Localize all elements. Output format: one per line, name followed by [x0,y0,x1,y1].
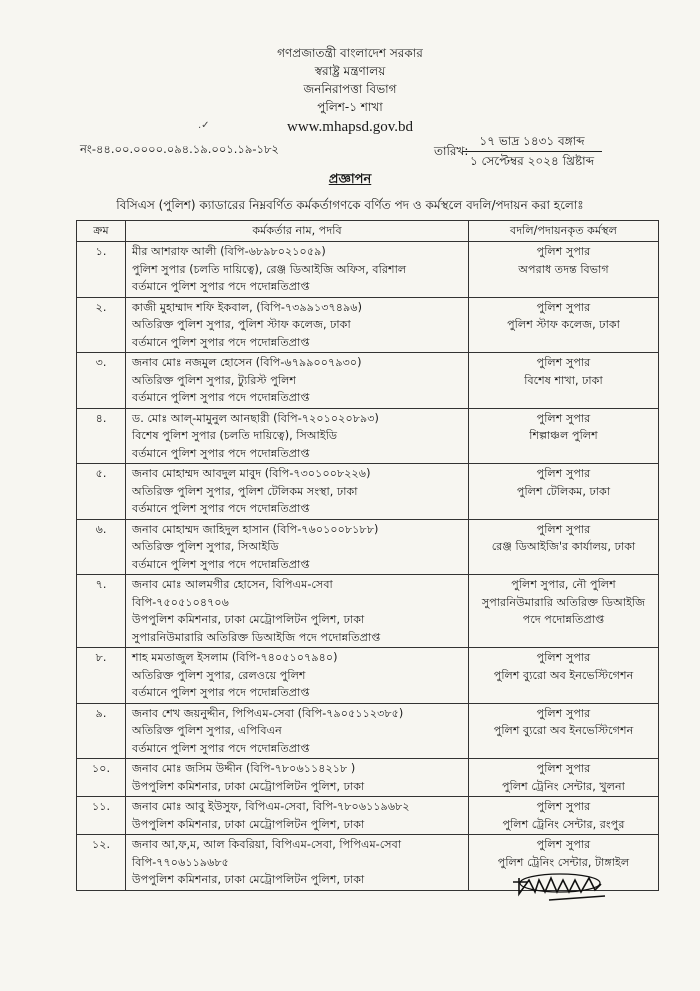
officer-line: উপপুলিশ কমিশনার, ঢাকা মেট্রোপলিটন পুলিশ, ঢাকা [132,873,365,886]
officer-line: বর্তমানে পুলিশ সুপার পদে পদোন্নতিপ্রাপ্ত [132,391,310,404]
officer-line: উপপুলিশ কমিশনার, ঢাকা মেট্রোপলিটন পুলিশ, ঢাকা [132,779,365,793]
officer-line: বর্তমানে পুলিশ সুপার পদে পদোন্নতিপ্রাপ্ত [132,446,310,460]
posting-line: বিশেষ শাখা, ঢাকা [524,373,603,387]
serial-cell: ৪. [77,408,126,464]
posting-line: অপরাধ তদন্ত বিভাগ [518,262,609,276]
officer-cell [126,648,469,704]
date-block [462,133,602,170]
posting-line: পুলিশ সুপার [536,411,591,425]
posting-line: পুলিশ সুপার [536,467,591,480]
table-row [77,703,659,759]
serial-cell: ২. [77,297,126,353]
table-row [77,464,659,520]
officer-line: সুপারনিউমারারি অতিরিক্ত ডিআইজি পদে পদোন্নতিপ্রাপ্ত [132,630,381,644]
posting-cell [469,575,659,648]
officer-cell [126,464,469,520]
table-row [77,297,659,353]
posting-line: পুলিশ স্টাফ কলেজ, ঢাকা [507,318,620,331]
posting-line: পুলিশ সুপার [536,651,591,664]
section-name: পুলিশ-১ শাখা [317,100,383,114]
posting-line: পুলিশ সুপার [536,800,591,813]
memo-number: নং-৪৪.০০.০০০০.০৯৪.১৯.০০১.১৯-১৮২ [80,142,279,156]
officer-line: অতিরিক্ত পুলিশ সুপার, সিআইডি [132,540,279,553]
table-row [77,648,659,704]
serial-cell: ৩. [77,353,126,409]
posting-line: পুলিশ ট্রেনিং সেন্টার, টাঙ্গাইল [497,855,630,869]
officer-line: বর্তমানে পুলিশ সুপার পদে পদোন্নতিপ্রাপ্ত [132,557,310,571]
serial-cell: ১১. [77,797,126,835]
officer-line: পুলিশ সুপার (চলতি দায়িত্বে), রেঞ্জ ডিআইজি অফিস, বরিশাল [132,262,407,276]
date-label: তারিখ: [434,144,469,158]
officer-line: বিশেষ পুলিশ সুপার (চলতি দায়িত্বে), সিআইডি [132,429,338,442]
posting-line: পুলিশ ব্যুরো অব ইনভেস্টিগেশন [493,668,634,682]
officer-line: বর্তমানে পুলিশ সুপার পদে পদোন্নতিপ্রাপ্ত [132,502,310,515]
posting-line: পদে পদোন্নতিপ্রাপ্ত [522,613,605,626]
officer-line: জনাব মোহাম্মদ আবদুল মাবুদ (বিপি-৭৩০১০০৮২২৬) [132,467,371,480]
officer-cell [126,242,469,298]
serial-cell: ১. [77,242,126,298]
officer-cell [126,759,469,797]
officer-cell [126,519,469,575]
officer-cell [126,797,469,835]
tick-mark: .✓ [198,120,210,131]
posting-cell [469,408,659,464]
posting-cell [469,797,659,835]
table-row [77,242,659,298]
table-row [77,797,659,835]
transfer-table [76,220,659,891]
posting-line: পুলিশ সুপার, নৌ পুলিশ [511,578,616,591]
posting-cell [469,242,659,298]
notice-title: প্রজ্ঞাপন [328,172,372,187]
officer-line: ড. মোঃ আল্-মামুনুল আনছারী (বিপি-৭২০১০২০৮৯৩) [132,411,379,425]
posting-cell [469,353,659,409]
posting-cell [469,464,659,520]
notice-title-wrap [0,170,700,191]
website-link[interactable]: www.mhapsd.gov.bd [287,119,413,135]
posting-line: পুলিশ সুপার [536,356,591,369]
posting-line: পুলিশ সুপার [536,762,591,775]
table-row [77,575,659,648]
letterhead [0,44,700,137]
posting-cell [469,519,659,575]
serial-cell: ৭. [77,575,126,648]
officer-line: বর্তমানে পুলিশ সুপার পদে পদোন্নতিপ্রাপ্ত [132,280,310,293]
table-row [77,519,659,575]
officer-line: অতিরিক্ত পুলিশ সুপার, রেলওয়ে পুলিশ [132,668,306,682]
officer-cell [126,575,469,648]
officer-line: বিপি-৭৭০৬১১৯৬৮৫ [132,855,229,869]
govt-name: গণপ্রজাতন্ত্রী বাংলাদেশ সরকার [277,46,423,60]
posting-cell [469,759,659,797]
posting-line: পুলিশ সুপার [536,706,591,720]
date-gregorian: ১ সেপ্টেম্বর ২০২৪ খ্রিষ্টাব্দ [469,154,595,168]
division-name: জননিরাপত্তা বিভাগ [303,82,397,96]
header-posting: বদলি/পদায়নকৃত কর্মস্থল [469,221,659,242]
officer-cell [126,297,469,353]
posting-cell [469,703,659,759]
officer-line: শাহ মমতাজুল ইসলাম (বিপি-৭৪০৫১০৭৯৪০) [132,651,338,664]
table-row [77,353,659,409]
posting-cell [469,297,659,353]
signature [505,870,615,904]
officer-line: জনাব মোঃ আলমগীর হোসেন, বিপিএম-সেবা [132,578,333,591]
officer-cell [126,703,469,759]
posting-line: পুলিশ সুপার [536,300,591,314]
officer-line: অতিরিক্ত পুলিশ সুপার, ট্যুরিস্ট পুলিশ [132,373,297,387]
posting-line: সুপারনিউমারারি অতিরিক্ত ডিআইজি [481,595,646,609]
officer-line: মীর আশরাফ আলী (বিপি-৬৮৯৮০২১০৫৯) [132,245,326,258]
intro-text: বিসিএস (পুলিশ) ক্যাডারের নিম্নবর্ণিত কর্মকর্তাগণকে বর্ণিত পদ ও কর্মস্থলে বদলি/পদায়ন করা হলোঃ [116,198,584,212]
officer-line: কাজী মুহাম্মাদ শফি ইকবাল, (বিপি-৭৩৯৯১৩৭৪৯৬) [132,300,362,314]
posting-line: পুলিশ ট্রেনিং সেন্টার, রংপুর [502,817,625,831]
officer-cell [126,408,469,464]
serial-cell: ৮. [77,648,126,704]
header-officer: কর্মকর্তার নাম, পদবি [126,221,469,242]
posting-line: পুলিশ ব্যুরো অব ইনভেস্টিগেশন [493,724,634,737]
header-serial: ক্রম [77,221,126,242]
table-row [77,408,659,464]
officer-line: জনাব মোঃ নজমুল হোসেন (বিপি-৬৭৯৯০০৭৯৩০) [132,356,362,369]
officer-line: অতিরিক্ত পুলিশ সুপার, পুলিশ স্টাফ কলেজ, ঢাকা [132,318,351,331]
officer-line: অতিরিক্ত পুলিশ সুপার, এপিবিএন [132,724,282,737]
ministry-name: স্বরাষ্ট্র মন্ত্রণালয় [314,64,386,78]
officer-line: জনাব মোঃ জসিম উদ্দীন (বিপি-৭৮০৬১১৪২১৮ ) [132,762,356,775]
serial-cell: ৯. [77,703,126,759]
posting-line: শিল্পাঞ্চল পুলিশ [529,429,598,442]
serial-cell: ১২. [77,835,126,891]
officer-line: বিপি-৭৫০৫১০৪৭০৬ [132,595,229,609]
officer-cell [126,835,469,891]
officer-line: বর্তমানে পুলিশ সুপার পদে পদোন্নতিপ্রাপ্ত [132,335,310,349]
officer-cell [126,353,469,409]
officer-line: জনাব শেখ জয়নুদ্দীন, পিপিএম-সেবা (বিপি-৭৯০৫১১২৩৮৫) [132,706,404,720]
officer-line: জনাব মোঃ আবু ইউসুফ, বিপিএম-সেবা, বিপি-৭৮০৬১১৯৬৮২ [132,800,410,813]
posting-cell [469,648,659,704]
officer-line: জনাব মোহাম্মদ জাহিদুল হাসান (বিপি-৭৬০১০০৮১৮৮) [132,522,379,536]
posting-line: পুলিশ ট্রেনিং সেন্টার, খুলনা [502,779,625,793]
posting-line: পুলিশ সুপার [536,245,591,258]
posting-line: রেঞ্জ ডিআইজি'র কার্যালয়, ঢাকা [491,540,636,553]
table-row [77,759,659,797]
officer-line: উপপুলিশ কমিশনার, ঢাকা মেট্রোপলিটন পুলিশ, ঢাকা [132,817,365,831]
serial-cell: ৫. [77,464,126,520]
date-bangla: ১৭ ভাদ্র ১৪৩১ বঙ্গাব্দ [462,133,602,152]
serial-cell: ১০. [77,759,126,797]
table-header-row [77,221,659,242]
posting-line: পুলিশ সুপার [536,522,591,536]
officer-line: উপপুলিশ কমিশনার, ঢাকা মেট্রোপলিটন পুলিশ, ঢাকা [132,613,365,626]
table-body [77,242,659,891]
serial-cell: ৬. [77,519,126,575]
posting-line: পুলিশ সুপার [536,838,591,851]
posting-line: পুলিশ টেলিকম, ঢাকা [516,484,611,498]
officer-line: বর্তমানে পুলিশ সুপার পদে পদোন্নতিপ্রাপ্ত [132,686,310,699]
officer-line: বর্তমানে পুলিশ সুপার পদে পদোন্নতিপ্রাপ্ত [132,741,310,755]
officer-line: জনাব আ,ফ,ম, আল কিবরিয়া, বিপিএম-সেবা, পিপিএম-সেবা [132,838,402,851]
officer-line: অতিরিক্ত পুলিশ সুপার, পুলিশ টেলিকম সংস্থা, ঢাকা [132,484,358,498]
